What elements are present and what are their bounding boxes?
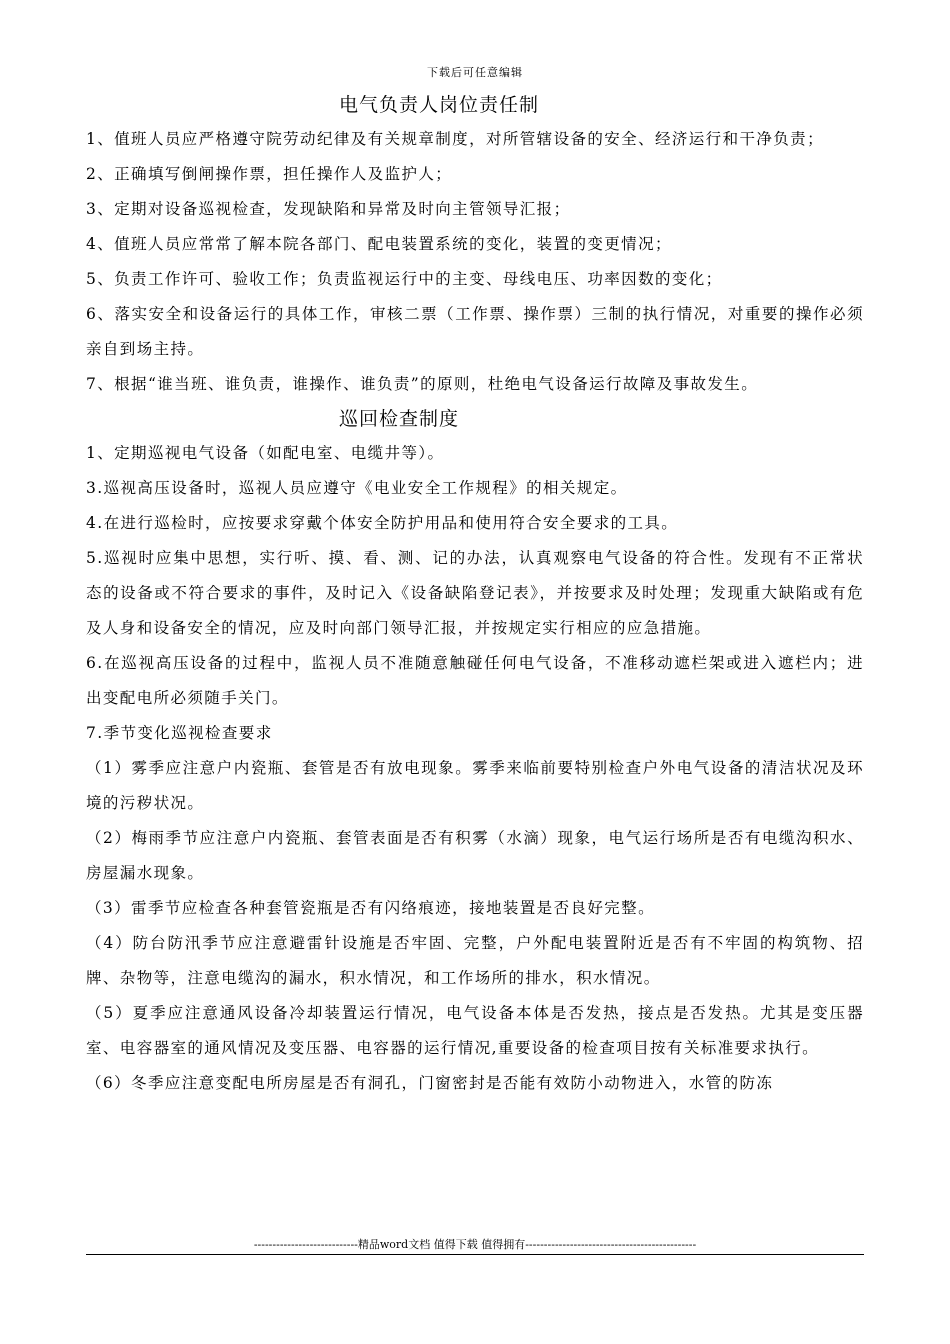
inspection-item-3: 3.巡视高压设备时，巡视人员应遵守《电业安全工作规程》的相关规定。: [86, 479, 628, 497]
inspection-item-4: 4.在进行巡检时，应按要求穿戴个体安全防护用品和使用符合安全要求的工具。: [86, 514, 679, 532]
responsibility-item-1: 1、值班人员应严格遵守院劳动纪律及有关规章制度，对所管辖设备的安全、经济运行和干净负责；: [86, 130, 824, 148]
responsibility-item-7: 7、根据“谁当班、谁负责，谁操作、谁负责”的原则，杜绝电气设备运行故障及事故发生。: [86, 375, 759, 393]
footer-divider: [86, 1254, 864, 1255]
seasonal-item-1: （1）雾季应注意户内瓷瓶、套管是否有放电现象。雾季来临前要特别检查户外电气设备的清洁状况及环境的污秽状况。: [86, 759, 864, 812]
section-title-inspection: 巡回检查制度: [339, 408, 460, 430]
responsibility-item-6: 6、落实安全和设备运行的具体工作，审核二票（工作票、操作票）三制的执行情况，对重要的操作必须亲自到场主持。: [86, 305, 864, 358]
document-body: [86, 88, 864, 1101]
responsibility-item-5: 5、负责工作许可、验收工作；负责监视运行中的主变、母线电压、功率因数的变化；: [86, 270, 723, 288]
seasonal-item-3: （3）雷季节应检查各种套管瓷瓶是否有闪络痕迹，接地装置是否良好完整。: [86, 899, 655, 917]
section-title-responsibility: 电气负责人岗位责任制: [339, 94, 540, 116]
responsibility-item-4: 4、值班人员应常常了解本院各部门、配电装置系统的变化，装置的变更情况；: [86, 235, 672, 253]
seasonal-item-4: （4）防台防汛季节应注意避雷针设施是否牢固、完整，户外配电装置附近是否有不牢固的构筑物、招牌、杂物等，注意电缆沟的漏水，积水情况，和工作场所的排水，积水情况。: [86, 934, 864, 987]
inspection-item-1: 1、定期巡视电气设备（如配电室、电缆井等）。: [86, 444, 445, 462]
seasonal-item-6: （6）冬季应注意变配电所房屋是否有洞孔，门窗密封是否能有效防小动物进入，水管的防冻: [86, 1074, 774, 1092]
page-header-note: 下载后可任意编辑: [427, 66, 523, 79]
seasonal-item-5: （5）夏季应注意通风设备冷却装置运行情况，电气设备本体是否发热，接点是否发热。尤其是变压器室、电容器室的通风情况及变压器、电容器的运行情况,重要设备的检查项目按有关标准要求执行。: [86, 1004, 864, 1057]
responsibility-item-3: 3、定期对设备巡视检查，发现缺陷和异常及时向主管领导汇报；: [86, 200, 571, 218]
inspection-item-7: 7.季节变化巡视检查要求: [86, 724, 273, 742]
page-footer-text: ----------------------------精品word文档 值得下载 值得拥有----------------------------------------------: [253, 1238, 697, 1251]
inspection-item-5: 5.巡视时应集中思想，实行听、摸、看、测、记的办法，认真观察电气设备的符合性。发现有不正常状态的设备或不符合要求的事件，及时记入《设备缺陷登记表》，并按要求及时处理；发现重大缺陷或有危及人身和设备安全的情况，应及时向部门领导汇报，并按规定实行相应的应急措施。: [86, 549, 864, 637]
inspection-item-6: 6.在巡视高压设备的过程中，监视人员不准随意触碰任何电气设备，不准移动遮栏架或进入遮栏内；进出变配电所必须随手关门。: [86, 654, 864, 707]
seasonal-item-2: （2）梅雨季节应注意户内瓷瓶、套管表面是否有积雾（水滴）现象，电气运行场所是否有电缆沟积水、房屋漏水现象。: [86, 829, 864, 882]
responsibility-item-2: 2、正确填写倒闸操作票，担任操作人及监护人；: [86, 165, 453, 183]
